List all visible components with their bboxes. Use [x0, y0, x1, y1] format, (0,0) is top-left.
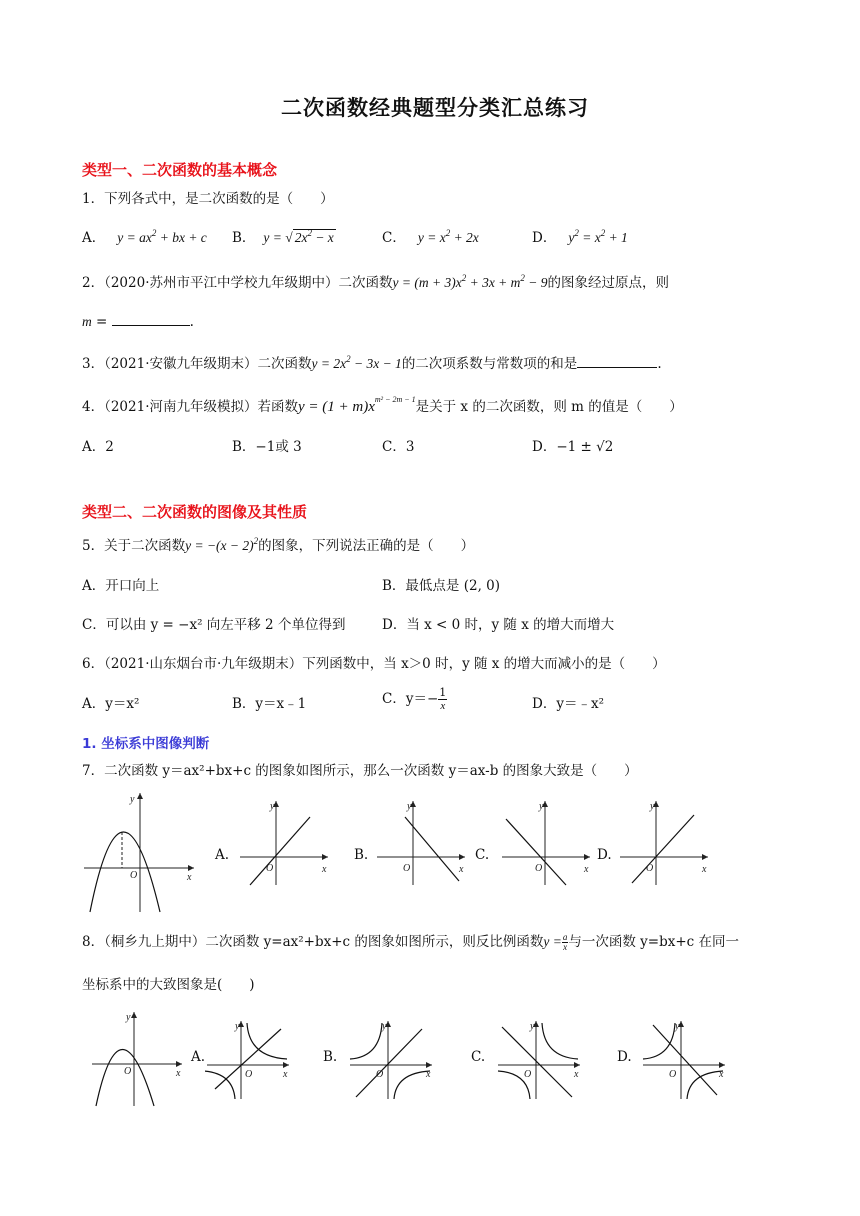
question-6-stem: 6．（2021·山东烟台市·九年级期末）下列函数中，当 x＞0 时，y 随 x 的增大而减小的是（ ） — [82, 656, 666, 672]
q1-option-d: D． $y^2 = x^2 + 1$ — [532, 228, 628, 246]
q6-option-c: C．y＝− $\frac{1}{x}$ — [382, 686, 447, 712]
q6-option-d: D．y＝﹣x² — [532, 696, 604, 712]
svg-text:x: x — [426, 1069, 431, 1080]
subsection-heading: 1. 坐标系中图像判断 — [82, 736, 210, 752]
svg-text:x: x — [283, 1069, 288, 1080]
svg-text:y: y — [235, 1021, 240, 1032]
question-4-stem: 4．（2021·河南九年级模拟）若函数$y = (1 + m)x^{m^2 - 2m - 1}$是关于 x 的二次函数，则 m 的值是（ ） — [82, 395, 683, 415]
svg-text:y: y — [530, 1021, 535, 1032]
q7-label-b: B. — [354, 847, 369, 863]
svg-text:O: O — [130, 870, 138, 881]
q7-given-parabola-graph — [82, 790, 202, 915]
svg-text:x: x — [719, 1069, 724, 1080]
q8-option-c-graph — [496, 1017, 586, 1102]
q7-label-a: A. — [215, 847, 230, 863]
q7-label-c: C. — [475, 847, 490, 863]
q4-option-d: D．−1 ± √2 — [532, 439, 614, 455]
q4-option-a: A．2 — [82, 439, 114, 455]
q1-option-a: A． $y = ax^2$ + bx + c — [82, 228, 207, 246]
svg-text:x: x — [584, 864, 589, 875]
q8-label-b: B. — [323, 1049, 338, 1065]
q7-option-a-graph — [238, 797, 333, 887]
q7-label-d: D. — [597, 847, 612, 863]
q1-option-b: B． y = √ $2x^2 - x$ — [232, 228, 334, 246]
svg-text:x: x — [459, 864, 464, 875]
q6-option-b: B．y＝x﹣1 — [232, 696, 307, 712]
svg-text:x: x — [702, 864, 707, 875]
svg-text:O: O — [376, 1069, 384, 1080]
q4-option-b: B．−1或 3 — [232, 439, 302, 455]
q8-given-parabola-graph — [90, 1008, 190, 1108]
svg-text:y: y — [407, 801, 412, 812]
svg-text:x: x — [187, 872, 192, 883]
q8-option-b-graph — [348, 1017, 438, 1102]
svg-text:y: y — [130, 794, 135, 805]
q7-option-d-graph — [618, 797, 713, 887]
q8-label-c: C. — [471, 1049, 486, 1065]
svg-text:O: O — [646, 863, 654, 874]
svg-text:O: O — [535, 863, 543, 874]
q5-option-a: A．开口向上 — [82, 578, 160, 594]
q5-option-c: C．可以由 y = −x² 向左平移 2 个单位得到 — [82, 617, 346, 633]
question-5-stem: 5．关于二次函数$y = -(x - 2)^2$的图象，下列说法正确的是（ ） — [82, 536, 475, 554]
svg-text:O: O — [524, 1069, 532, 1080]
question-7-stem: 7．二次函数 y＝ax²+bx+c 的图象如图所示，那么一次函数 y＝ax-b 的图象大致是（ ） — [82, 763, 638, 779]
q8-option-a-graph — [205, 1017, 295, 1102]
svg-text:y: y — [675, 1021, 680, 1032]
q1-option-c: C． $y = x^2 + 2x$ — [382, 228, 479, 246]
section-heading-1: 类型一、二次函数的基本概念 — [82, 161, 278, 179]
q7-option-b-graph — [375, 797, 470, 887]
svg-text:O: O — [403, 863, 411, 874]
svg-text:O: O — [124, 1066, 132, 1077]
svg-text:O: O — [266, 863, 274, 874]
question-3-stem: 3．（2021·安徽九年级期末）二次函数$y = 2x^2 - 3x - 1$的二次项系数与常数项的和是 . — [82, 354, 662, 372]
svg-text:O: O — [669, 1069, 677, 1080]
svg-text:y: y — [270, 801, 275, 812]
svg-text:x: x — [176, 1068, 181, 1079]
svg-text:y: y — [539, 801, 544, 812]
page-title: 二次函数经典题型分类汇总练习 — [281, 96, 589, 120]
q8-option-d-graph — [641, 1017, 731, 1102]
q6-option-a: A．y＝x² — [82, 696, 140, 712]
q5-option-b: B．最低点是 (2, 0) — [382, 578, 501, 594]
question-2-stem: 2．（2020·苏州市平江中学校九年级期中）二次函数$y = (m + 3)x^2 + 3x + m^2 - 9$的图象经过原点，则 — [82, 273, 670, 291]
section-heading-2: 类型二、二次函数的图像及其性质 — [82, 503, 308, 521]
svg-text:x: x — [574, 1069, 579, 1080]
svg-text:y: y — [650, 801, 655, 812]
svg-text:x: x — [322, 864, 327, 875]
q8-label-d: D. — [617, 1049, 632, 1065]
svg-text:y: y — [126, 1012, 131, 1023]
question-8-stem-line2: 坐标系中的大致图象是( ) — [82, 977, 255, 993]
question-8-stem: 8．（桐乡九上期中）二次函数 y=ax²+bx+c 的图象如图所示，则反比例函数y = $\frac{a}{x}$ 与一次函数 y=bx+c 在同一 — [82, 932, 740, 952]
svg-text:O: O — [245, 1069, 253, 1080]
q5-option-d: D．当 x < 0 时，y 随 x 的增大而增大 — [382, 617, 615, 633]
question-2-blank: m = . — [82, 314, 194, 330]
q8-label-a: A. — [191, 1049, 206, 1065]
question-1-stem: 1．下列各式中，是二次函数的是（ ） — [82, 191, 334, 207]
q7-option-c-graph — [500, 797, 595, 887]
svg-text:y: y — [382, 1021, 387, 1032]
q4-option-c: C．3 — [382, 439, 415, 455]
